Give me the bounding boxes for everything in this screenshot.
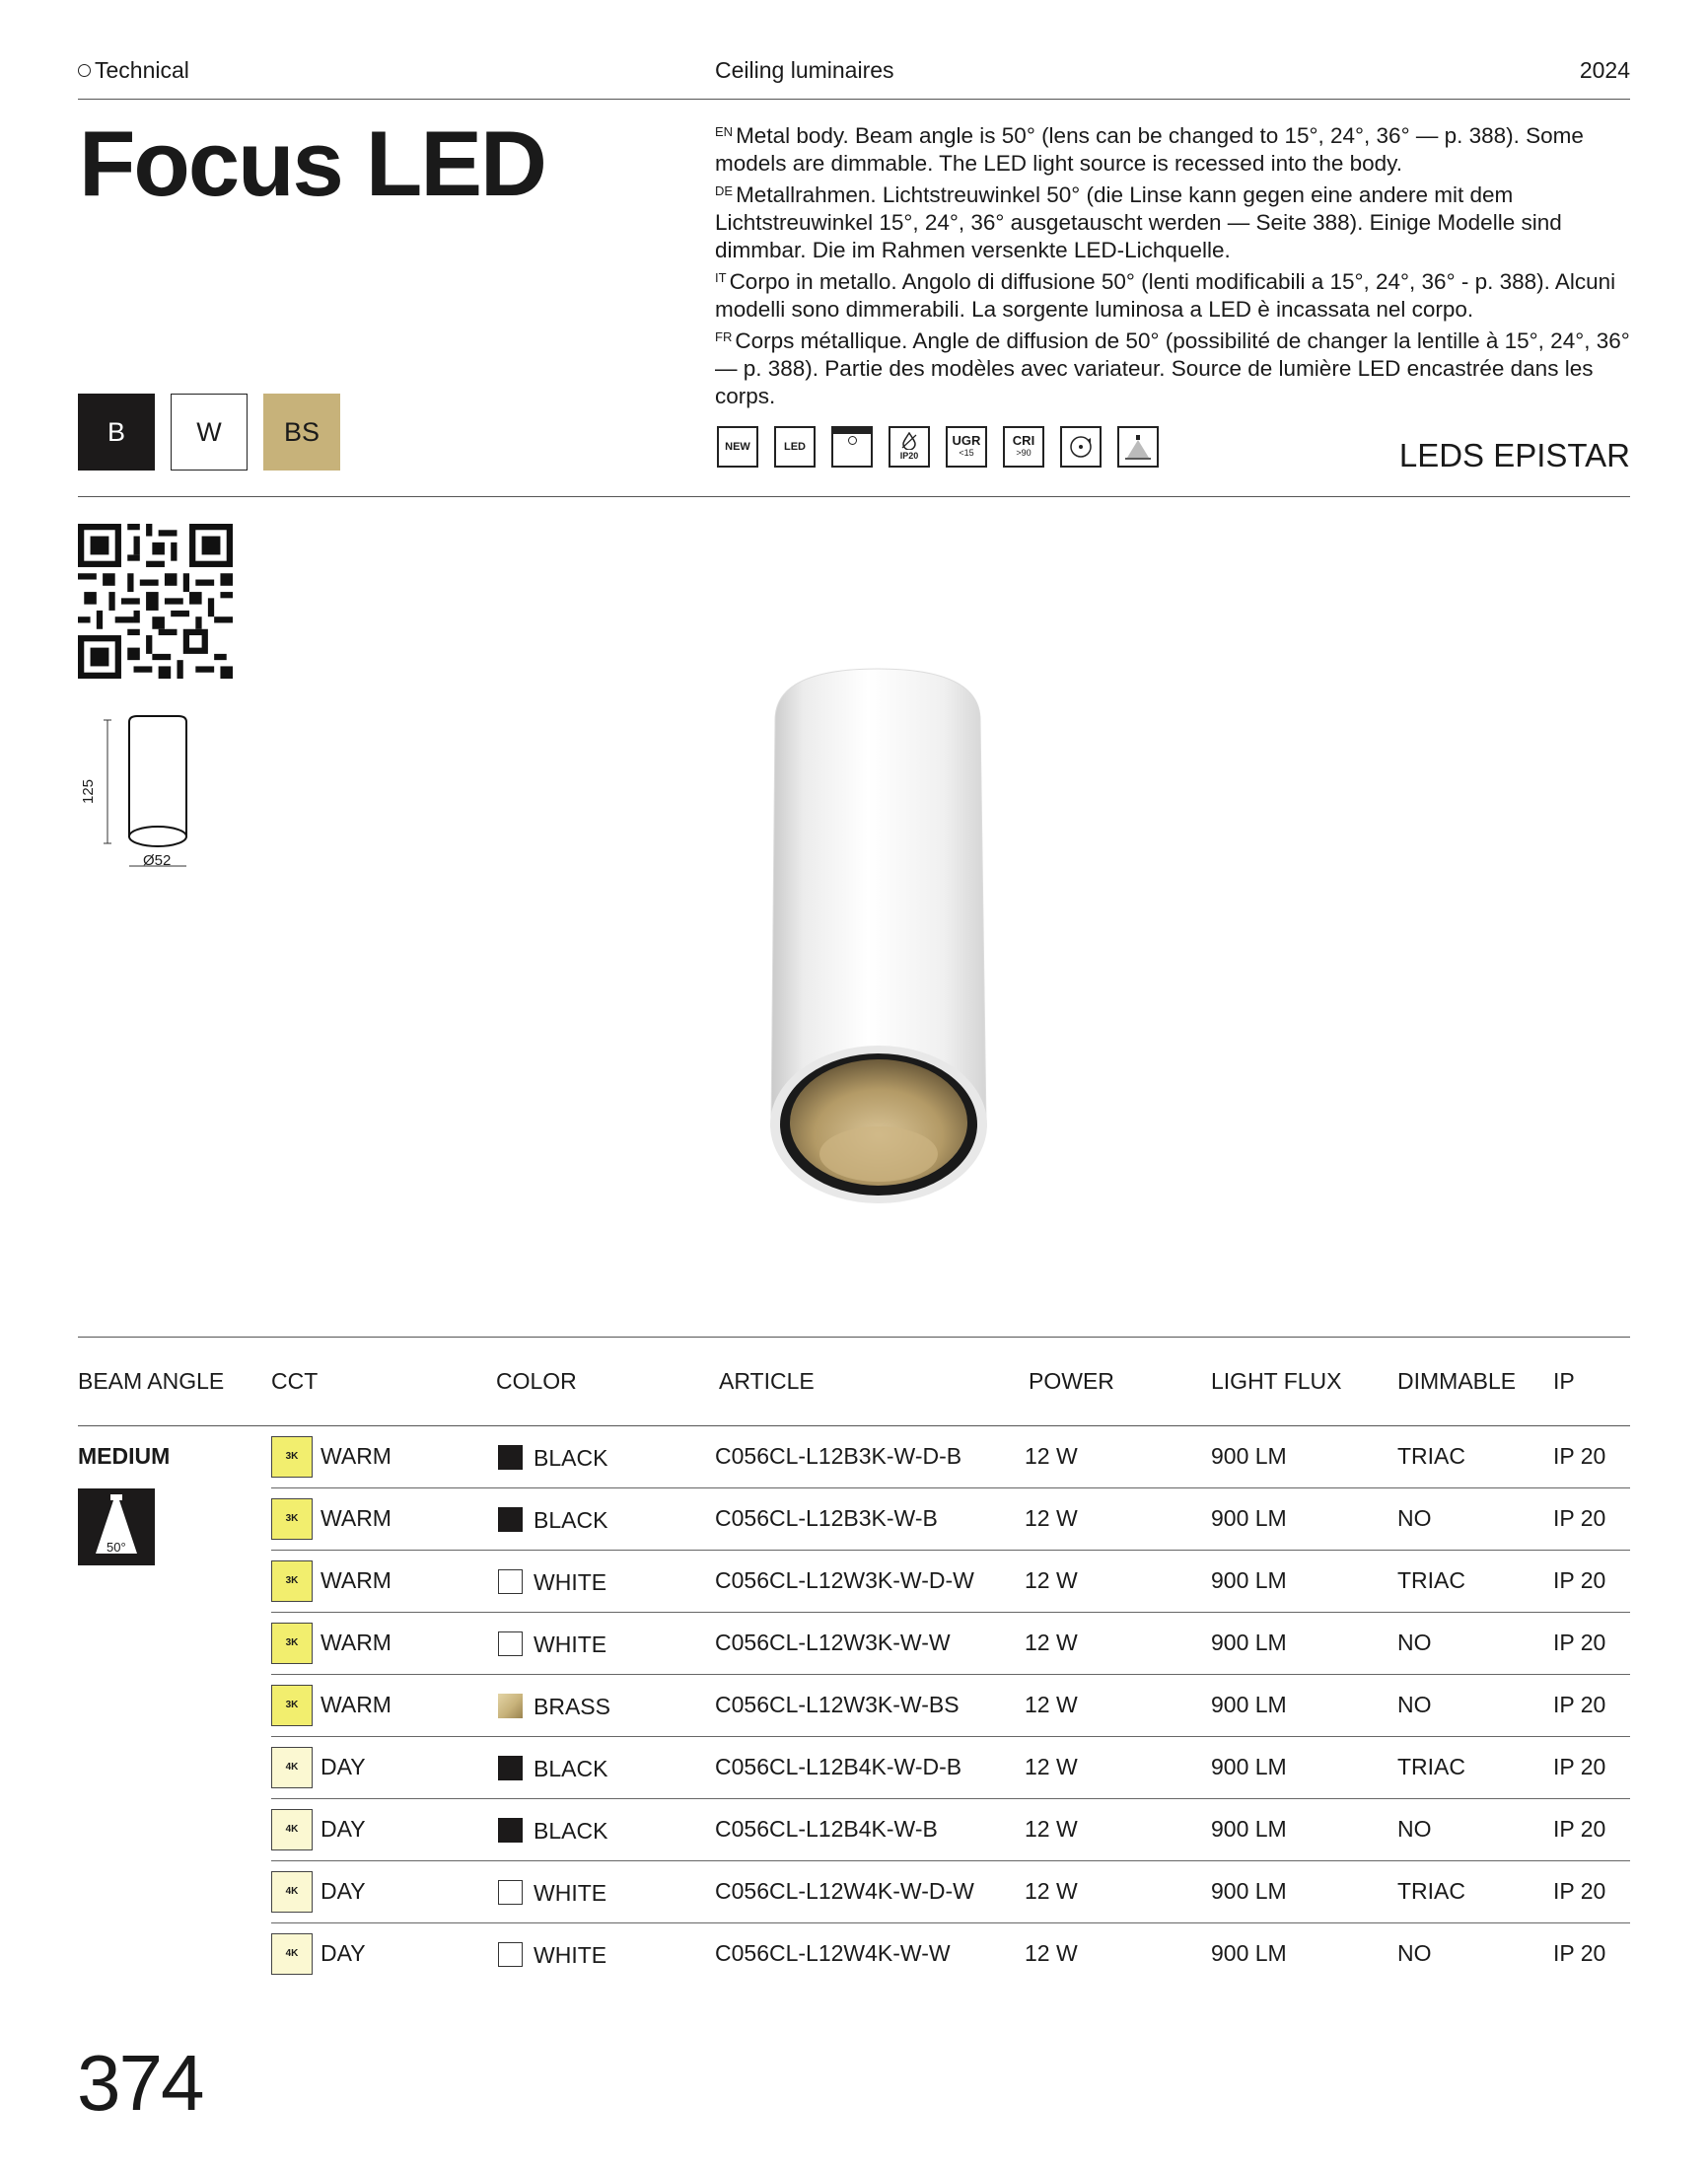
color-swatch-brass xyxy=(498,1694,523,1718)
beam-angle-value: 50° xyxy=(107,1540,126,1555)
flux-value: 900 LM xyxy=(1211,1753,1287,1779)
dimmable-value: TRIAC xyxy=(1397,1566,1465,1593)
features-divider xyxy=(78,496,1630,497)
header-power: POWER xyxy=(1029,1368,1114,1394)
color-swatch-white xyxy=(498,1569,523,1594)
ip-value: IP 20 xyxy=(1553,1691,1606,1717)
cct-name: WARM xyxy=(320,1691,391,1717)
cct-badge: 3K xyxy=(271,1685,313,1726)
description-fr: $^{FR}$ Corps métallique. Angle de diffusion de 50° (possibilité de changer la lentille à 15°, 24°, 36° — p. 388). Partie des modèles avec variateur. Source de lumière LED encastrée dans les corps. xyxy=(715,328,1630,408)
dimmable-value: TRIAC xyxy=(1397,1442,1465,1469)
dimmable-value: NO xyxy=(1397,1629,1432,1655)
row-divider xyxy=(271,1860,1630,1861)
color-name: WHITE xyxy=(534,1941,607,1968)
description-de: $^{DE}$ Metallrahmen. Lichtstreuwinkel 50° (die Linse kann gegen eine andere mit dem Lichtstreuwinkel 15°, 24°, 36° ausgetauscht werden — Seite 388). Einige Modelle sind dimmbar. Die im Rahmen versenkte LED-Lichquelle. xyxy=(715,182,1562,262)
product-title: Focus LED xyxy=(79,111,545,215)
circle-icon xyxy=(78,64,91,77)
ip-value: IP 20 xyxy=(1553,1753,1606,1779)
row-divider xyxy=(271,1612,1630,1613)
height-dimension: 125 xyxy=(80,778,97,804)
cct-name: WARM xyxy=(320,1442,391,1469)
article-code: C056CL-L12W3K-W-D-W xyxy=(715,1566,974,1593)
header-cct: CCT xyxy=(271,1368,319,1394)
color-swatch-black xyxy=(498,1507,523,1532)
led-badge: LED xyxy=(774,426,816,468)
row-divider xyxy=(271,1798,1630,1799)
row-divider xyxy=(271,1550,1630,1551)
cri-badge: CRI >90 xyxy=(1003,426,1044,468)
cct-badge: 4K xyxy=(271,1809,313,1850)
ip-value: IP 20 xyxy=(1553,1629,1606,1655)
finish-swatch-black: B xyxy=(78,394,155,471)
power-value: 12 W xyxy=(1025,1504,1078,1531)
ip-value: IP 20 xyxy=(1553,1566,1606,1593)
power-value: 12 W xyxy=(1025,1815,1078,1842)
cct-badge: 3K xyxy=(271,1498,313,1540)
cct-badge: 3K xyxy=(271,1623,313,1664)
ceiling-mount-icon xyxy=(831,426,873,468)
cct-badge: 3K xyxy=(271,1560,313,1602)
header-light-flux: LIGHT FLUX xyxy=(1211,1368,1342,1394)
dimmable-value: NO xyxy=(1397,1504,1432,1531)
article-code: C056CL-L12W3K-W-W xyxy=(715,1629,951,1655)
color-name: BLACK xyxy=(534,1755,608,1781)
table-header-divider xyxy=(78,1425,1630,1426)
rotate-icon xyxy=(1060,426,1102,468)
article-code: C056CL-L12B3K-W-B xyxy=(715,1504,938,1531)
color-swatch-white xyxy=(498,1880,523,1905)
cct-name: DAY xyxy=(320,1753,366,1779)
droplet-icon xyxy=(898,432,920,450)
flux-value: 900 LM xyxy=(1211,1566,1287,1593)
flux-value: 900 LM xyxy=(1211,1504,1287,1531)
dimmable-value: NO xyxy=(1397,1939,1432,1966)
power-value: 12 W xyxy=(1025,1877,1078,1904)
article-code: C056CL-L12B4K-W-B xyxy=(715,1815,938,1842)
power-value: 12 W xyxy=(1025,1691,1078,1717)
color-name: BLACK xyxy=(534,1817,608,1844)
flux-value: 900 LM xyxy=(1211,1939,1287,1966)
beam-angle-icon xyxy=(78,1488,155,1565)
flux-value: 900 LM xyxy=(1211,1691,1287,1717)
table-top-divider xyxy=(78,1337,1630,1338)
color-name: BLACK xyxy=(534,1506,608,1533)
led-brand: LEDS EPISTAR xyxy=(1398,437,1630,473)
qr-code xyxy=(78,524,233,679)
power-value: 12 W xyxy=(1025,1629,1078,1655)
product-image xyxy=(759,661,996,1213)
color-swatch-white xyxy=(498,1631,523,1656)
cct-name: DAY xyxy=(320,1877,366,1904)
beam-light-icon xyxy=(1117,426,1159,468)
page-number: 374 xyxy=(77,2039,203,2127)
new-badge: NEW xyxy=(717,426,758,468)
ip-value: IP 20 xyxy=(1553,1442,1606,1469)
power-value: 12 W xyxy=(1025,1939,1078,1966)
header-ip: IP xyxy=(1553,1368,1575,1394)
color-name: BRASS xyxy=(534,1693,610,1719)
category-label: Ceiling luminaires xyxy=(715,57,894,83)
row-divider xyxy=(271,1674,1630,1675)
product-description xyxy=(715,118,1632,410)
ip-value: IP 20 xyxy=(1553,1504,1606,1531)
article-code: C056CL-L12W3K-W-BS xyxy=(715,1691,960,1717)
cct-name: DAY xyxy=(320,1815,366,1842)
dimmable-value: TRIAC xyxy=(1397,1877,1465,1904)
header-color: COLOR xyxy=(496,1368,577,1394)
cct-badge: 4K xyxy=(271,1747,313,1788)
flux-value: 900 LM xyxy=(1211,1629,1287,1655)
row-divider xyxy=(271,1736,1630,1737)
description-en: $^{EN}$ Metal body. Beam angle is 50° (lens can be changed to 15°, 24°, 36° — p. 388). Some models are dimmable. The LED light source is recessed into the body. xyxy=(715,123,1584,176)
power-value: 12 W xyxy=(1025,1753,1078,1779)
flux-value: 900 LM xyxy=(1211,1877,1287,1904)
color-swatch-black xyxy=(498,1445,523,1470)
description-it: $^{IT}$ Corpo in metallo. Angolo di diffusione 50° (lenti modificabili a 15°, 24°, 36° - p. 388). Alcuni modelli sono dimmerabili. La sorgente luminosa a LED è incassata nel corpo. xyxy=(715,269,1616,322)
color-name: WHITE xyxy=(534,1879,607,1906)
flux-value: 900 LM xyxy=(1211,1442,1287,1469)
cct-name: WARM xyxy=(320,1504,391,1531)
article-code: C056CL-L12W4K-W-W xyxy=(715,1939,951,1966)
diameter-dimension: Ø52 xyxy=(143,852,172,869)
dimmable-value: NO xyxy=(1397,1691,1432,1717)
color-swatch-white xyxy=(498,1942,523,1967)
article-code: C056CL-L12B4K-W-D-B xyxy=(715,1753,962,1779)
ip-value: IP 20 xyxy=(1553,1815,1606,1842)
cct-badge: 3K xyxy=(271,1436,313,1478)
article-code: C056CL-L12W4K-W-D-W xyxy=(715,1877,974,1904)
finish-swatch-brass: BS xyxy=(263,394,340,471)
dimmable-value: NO xyxy=(1397,1815,1432,1842)
color-swatch-black xyxy=(498,1756,523,1780)
article-code: C056CL-L12B3K-W-D-B xyxy=(715,1442,962,1469)
beam-label: MEDIUM xyxy=(78,1443,171,1469)
color-name: WHITE xyxy=(534,1630,607,1657)
header-divider xyxy=(78,99,1630,100)
cct-badge: 4K xyxy=(271,1871,313,1913)
power-value: 12 W xyxy=(1025,1566,1078,1593)
header-dimmable: DIMMABLE xyxy=(1397,1368,1517,1394)
header-beam-angle: BEAM ANGLE xyxy=(78,1368,225,1394)
dimmable-value: TRIAC xyxy=(1397,1753,1465,1779)
finish-swatch-white: W xyxy=(171,394,248,471)
flux-value: 900 LM xyxy=(1211,1815,1287,1842)
year-label: 2024 xyxy=(1579,57,1630,83)
ip-rating-icon: IP20 xyxy=(889,426,930,468)
row-divider xyxy=(271,1487,1630,1488)
color-name: WHITE xyxy=(534,1568,607,1595)
header-article: ARTICLE xyxy=(719,1368,815,1394)
cct-badge: 4K xyxy=(271,1933,313,1975)
color-name: BLACK xyxy=(534,1444,608,1471)
section-label: Technical xyxy=(78,57,189,84)
cct-name: WARM xyxy=(320,1629,391,1655)
row-divider xyxy=(271,1922,1630,1923)
cct-name: WARM xyxy=(320,1566,391,1593)
ip-value: IP 20 xyxy=(1553,1877,1606,1904)
cct-name: DAY xyxy=(320,1939,366,1966)
power-value: 12 W xyxy=(1025,1442,1078,1469)
color-swatch-black xyxy=(498,1818,523,1843)
ip-value: IP 20 xyxy=(1553,1939,1606,1966)
ugr-badge: UGR <15 xyxy=(946,426,987,468)
